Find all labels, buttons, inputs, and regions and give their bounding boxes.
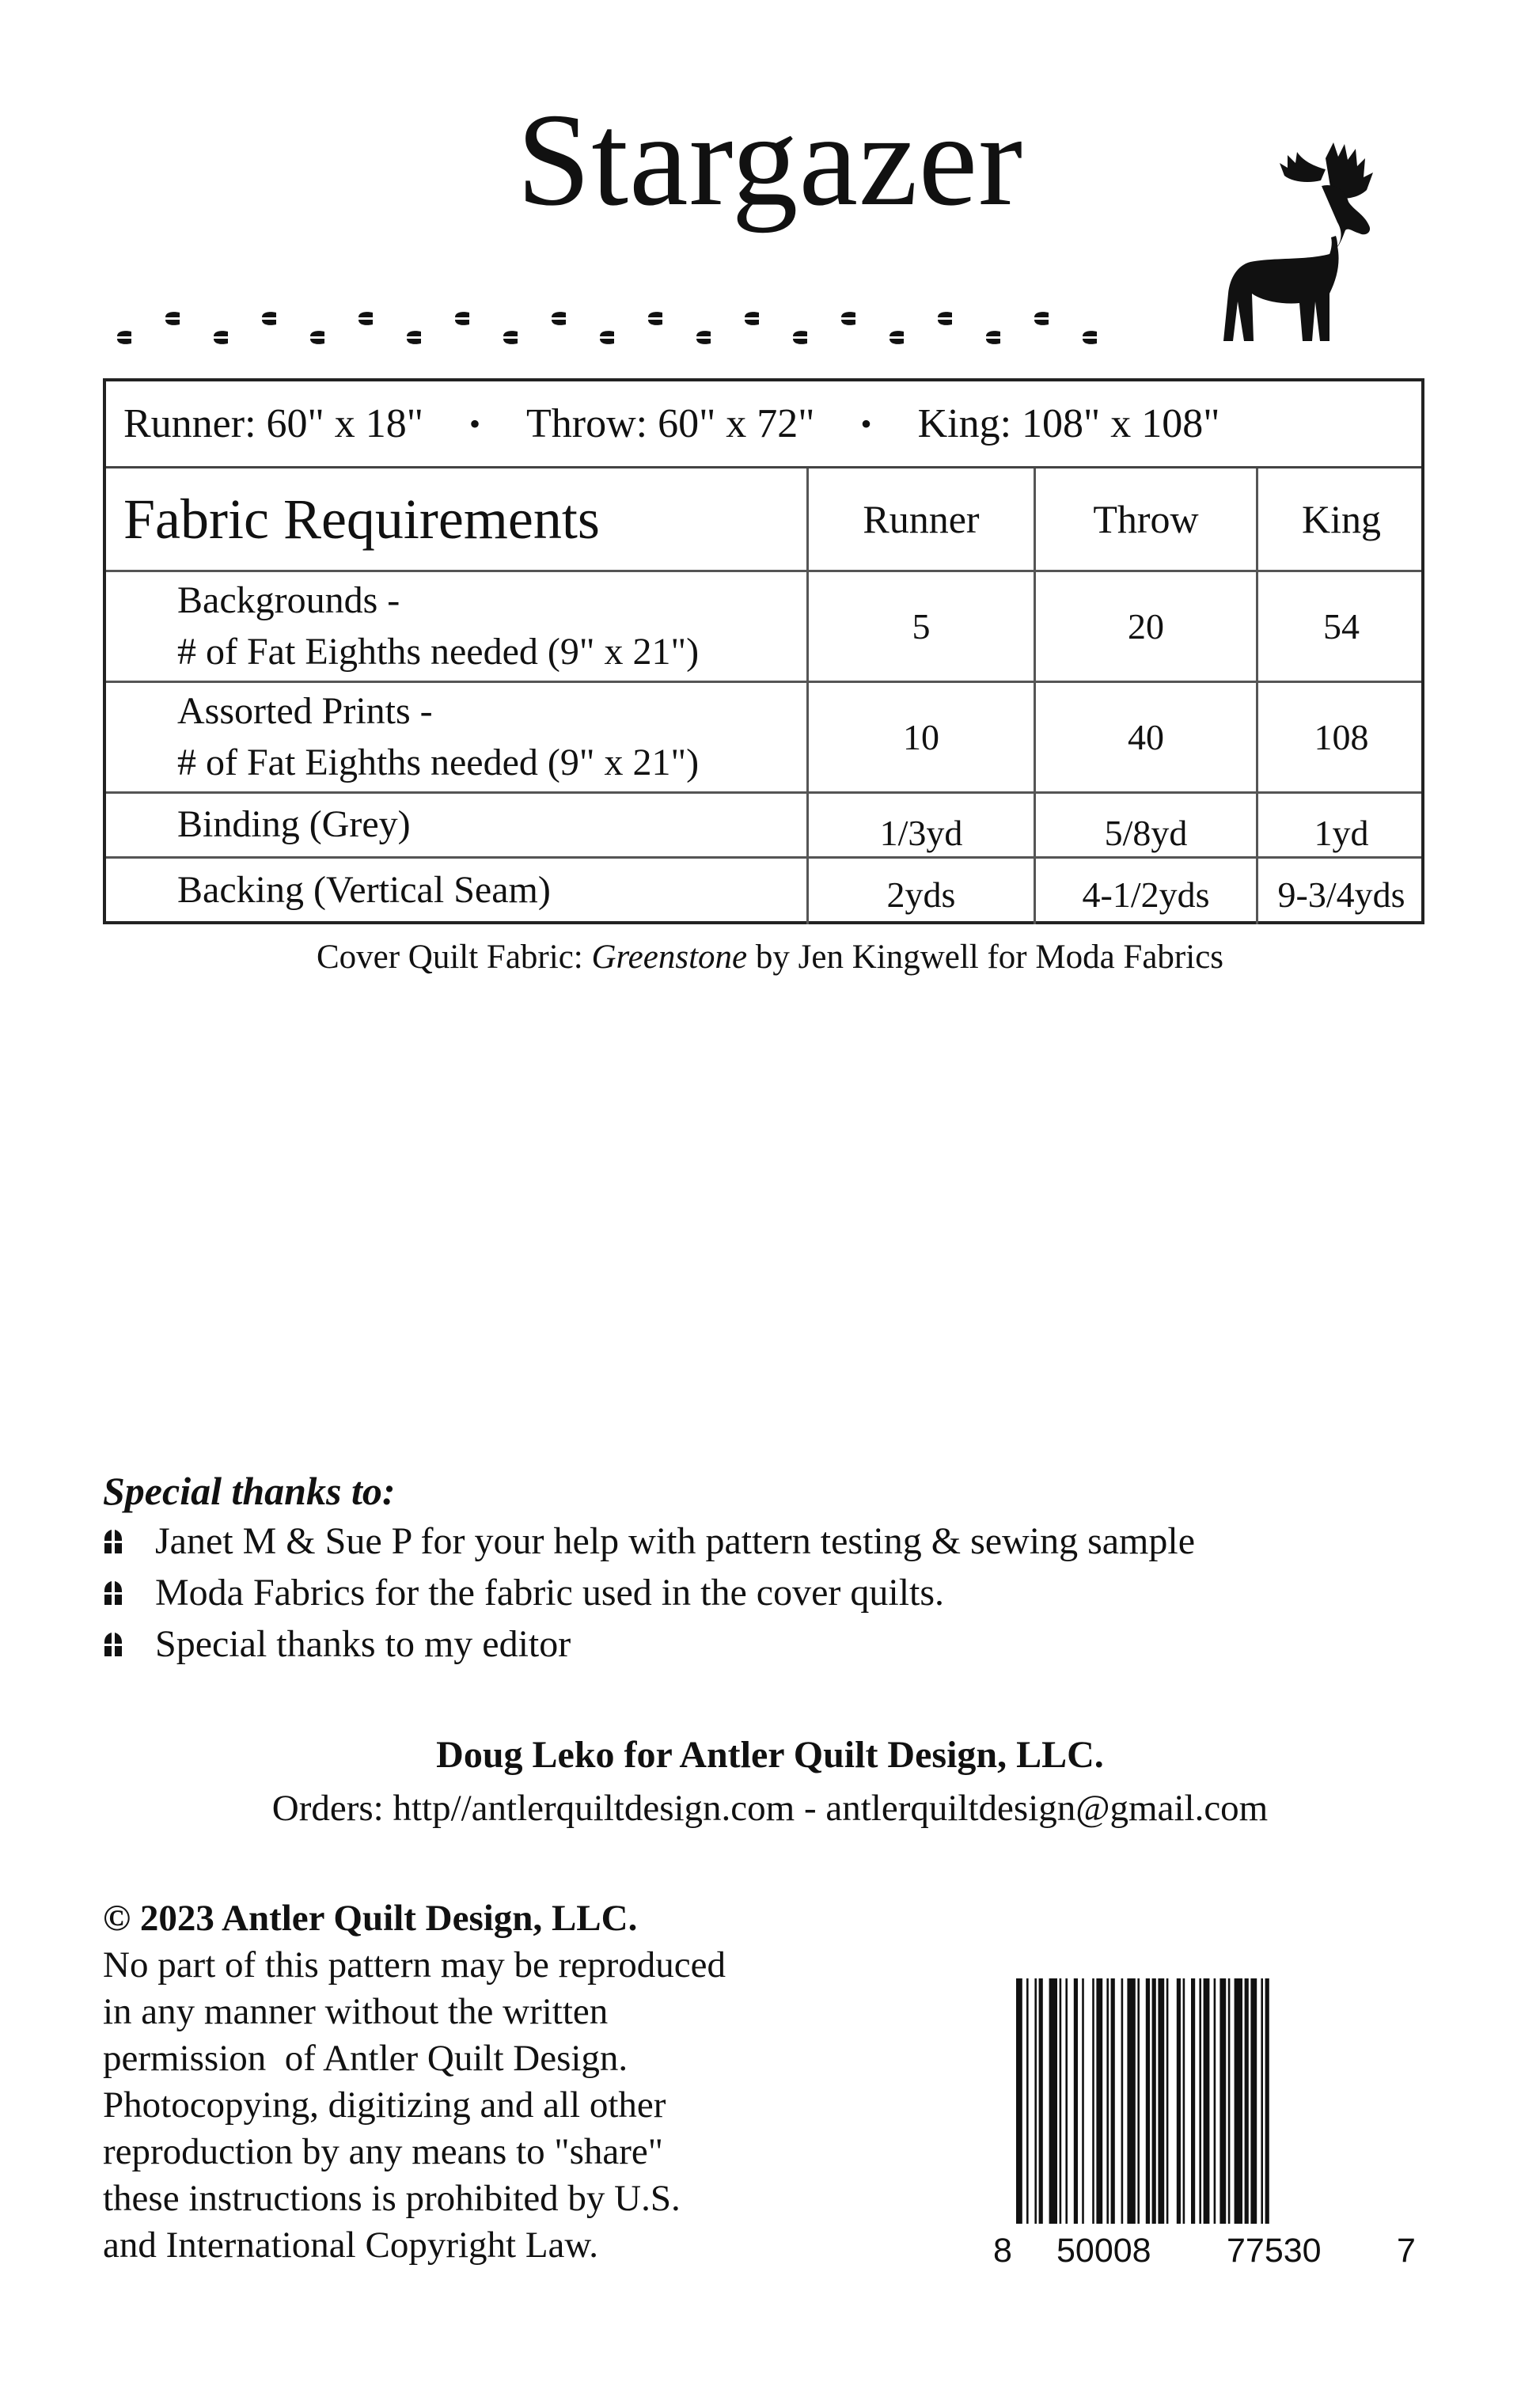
copyright-line: Photocopying, digitizing and all other [103, 2084, 666, 2126]
moose-track-icon [552, 312, 566, 325]
barcode-digits: 50008 [1056, 2232, 1151, 2270]
thanks-item-text: Janet M & Sue P for your help with pattern testing & sewing sample [155, 1520, 1196, 1562]
moose-track-icon [696, 331, 711, 344]
moose-track-icon [600, 331, 614, 344]
moose-track-icon [310, 331, 324, 344]
page-title: Stargazer [516, 86, 1024, 233]
cover-quilt-fabric-note [0, 938, 1540, 977]
moose-track-icon [1034, 312, 1049, 325]
cover-note-prefix: Cover Quilt Fabric: [316, 939, 592, 976]
barcode-bar [1235, 1978, 1242, 2224]
row-label-line: # of Fat Eighths needed (9" x 21") [177, 741, 700, 783]
moose-track-icon [889, 331, 904, 344]
barcode-bar [1106, 1978, 1109, 2224]
moose-track-icon [358, 312, 373, 325]
cover-note-fabric-name: Greenstone [591, 939, 748, 976]
moose-track-icon [117, 331, 131, 344]
barcode-bar [1121, 1978, 1124, 2224]
barcode-bar [1183, 1978, 1185, 2224]
barcode-bar [1191, 1978, 1195, 2224]
barcode-bar [1177, 1978, 1181, 2224]
barcode-bar [1245, 1978, 1249, 2224]
copyright-line: these instructions is prohibited by U.S. [103, 2178, 681, 2219]
table-cell-throw: 4-1/2yds [1082, 874, 1210, 915]
barcode-bar [1166, 1978, 1169, 2224]
barcode-bar [1016, 1978, 1022, 2224]
table-cell-runner: 2yds [886, 874, 956, 915]
size-separator: • [860, 406, 872, 442]
barcode-bar [1152, 1978, 1156, 2224]
barcode-bar [1158, 1978, 1164, 2224]
barcode-bar [1250, 1978, 1257, 2224]
thanks-item [103, 1519, 1195, 1563]
cover-note-suffix: by Jen Kingwell for Moda Fabrics [747, 939, 1224, 976]
table-cell-throw: 5/8yd [1104, 813, 1188, 853]
moose-track-icon [648, 312, 662, 325]
barcode-bar [1127, 1978, 1135, 2224]
barcode-bar [1261, 1978, 1263, 2224]
table-cell-king: 9-3/4yds [1277, 874, 1405, 915]
barcode-bar [1204, 1978, 1210, 2224]
copyright-notice [103, 1895, 878, 2269]
barcode-bar [1049, 1978, 1057, 2224]
moose-track-icon [165, 312, 180, 325]
barcode-digits: 8 [993, 2232, 1012, 2270]
moose-track-icon [745, 312, 759, 325]
table-row-label [106, 683, 806, 791]
barcode-icon [1015, 1978, 1402, 2251]
table-cell-king: 1yd [1314, 813, 1369, 853]
barcode-bar [1146, 1978, 1150, 2224]
moose-track-icon [793, 331, 807, 344]
row-label-line: Assorted Prints - [177, 689, 433, 732]
moose-track-bullet-icon [103, 1580, 123, 1606]
fabric-requirements-table [103, 378, 1424, 924]
table-row-label [106, 572, 806, 681]
barcode-bar [1082, 1978, 1084, 2224]
column-header-king: King [1302, 497, 1381, 541]
moose-silhouette-icon [1207, 142, 1428, 356]
copyright-line: in any manner without the written [103, 1991, 609, 2032]
copyright-line: permission of Antler Quilt Design. [103, 2038, 628, 2079]
thanks-item [103, 1622, 571, 1666]
orders-contact: Orders: http//antlerquiltdesign.com - antlerquiltdesign@gmail.com [271, 1788, 1269, 1829]
copyright-line: and International Copyright Law. [103, 2225, 599, 2266]
table-cell-runner: 10 [903, 717, 939, 757]
copyright-line: reproduction by any means to "share" [103, 2131, 663, 2172]
barcode-bar [1034, 1978, 1037, 2224]
barcode-bar [1199, 1978, 1201, 2224]
barcode-bar [1039, 1978, 1043, 2224]
moose-tracks-icon [111, 297, 1124, 352]
quilt-sizes-row [106, 381, 1421, 468]
moose-track-icon [407, 331, 421, 344]
moose-track-icon [214, 331, 228, 344]
moose-track-icon [841, 312, 855, 325]
table-row-label [106, 859, 806, 922]
barcode-bar [1137, 1978, 1140, 2224]
size-king: King: 108" x 108" [917, 401, 1220, 446]
moose-track-icon [986, 331, 1000, 344]
barcode-bar [1074, 1978, 1078, 2224]
moose-track-icon [262, 312, 276, 325]
thanks-item-text: Moda Fabrics for the fabric used in the cover quilts. [155, 1572, 945, 1614]
table-cell-runner: 5 [912, 606, 931, 647]
barcode-bar [1228, 1978, 1231, 2224]
copyright-line: No part of this pattern may be reproduced [103, 1944, 726, 1986]
table-cell-runner: 1/3yd [879, 813, 963, 853]
table-cell-throw: 20 [1128, 606, 1164, 647]
moose-track-bullet-icon [103, 1528, 123, 1555]
moose-track-bullet-icon [103, 1631, 123, 1658]
barcode-bar [1219, 1978, 1226, 2224]
barcode-digits: 7 [1397, 2232, 1416, 2270]
barcode-bar [1026, 1978, 1029, 2224]
designer-credit: Doug Leko for Antler Quilt Design, LLC. [436, 1734, 1104, 1776]
column-header-throw: Throw [1093, 497, 1199, 541]
moose-track-icon [1083, 331, 1097, 344]
fabric-requirements-title: Fabric Requirements [123, 487, 600, 551]
barcode-digits: 77530 [1227, 2232, 1322, 2270]
special-thanks-heading: Special thanks to: [103, 1469, 396, 1513]
moose-track-icon [503, 331, 518, 344]
barcode-bar [1065, 1978, 1068, 2224]
copyright-title: © 2023 Antler Quilt Design, LLC. [103, 1898, 638, 1939]
barcode-bar [1092, 1978, 1094, 2224]
thanks-item [103, 1571, 944, 1614]
row-label-line: Binding (Grey) [177, 803, 411, 846]
table-cell-king: 108 [1314, 717, 1369, 757]
row-label-line: Backing (Vertical Seam) [177, 868, 551, 911]
barcode-bar [1060, 1978, 1062, 2224]
size-separator: • [468, 406, 480, 442]
row-label-line: # of Fat Eighths needed (9" x 21") [177, 630, 700, 673]
table-cell-throw: 40 [1128, 717, 1164, 757]
barcode-bar [1111, 1978, 1115, 2224]
barcode-bar [1096, 1978, 1102, 2224]
table-row-label [106, 794, 806, 856]
size-throw: Throw: 60" x 72" [526, 401, 815, 446]
table-cell-king: 54 [1323, 606, 1360, 647]
row-label-line: Backgrounds - [177, 578, 400, 621]
barcode-bar [1265, 1978, 1269, 2224]
moose-track-icon [455, 312, 469, 325]
thanks-item-text: Special thanks to my editor [155, 1623, 571, 1665]
moose-track-icon [938, 312, 952, 325]
barcode-bar [1214, 1978, 1216, 2224]
column-header-runner: Runner [863, 497, 980, 541]
size-runner: Runner: 60" x 18" [123, 401, 423, 446]
